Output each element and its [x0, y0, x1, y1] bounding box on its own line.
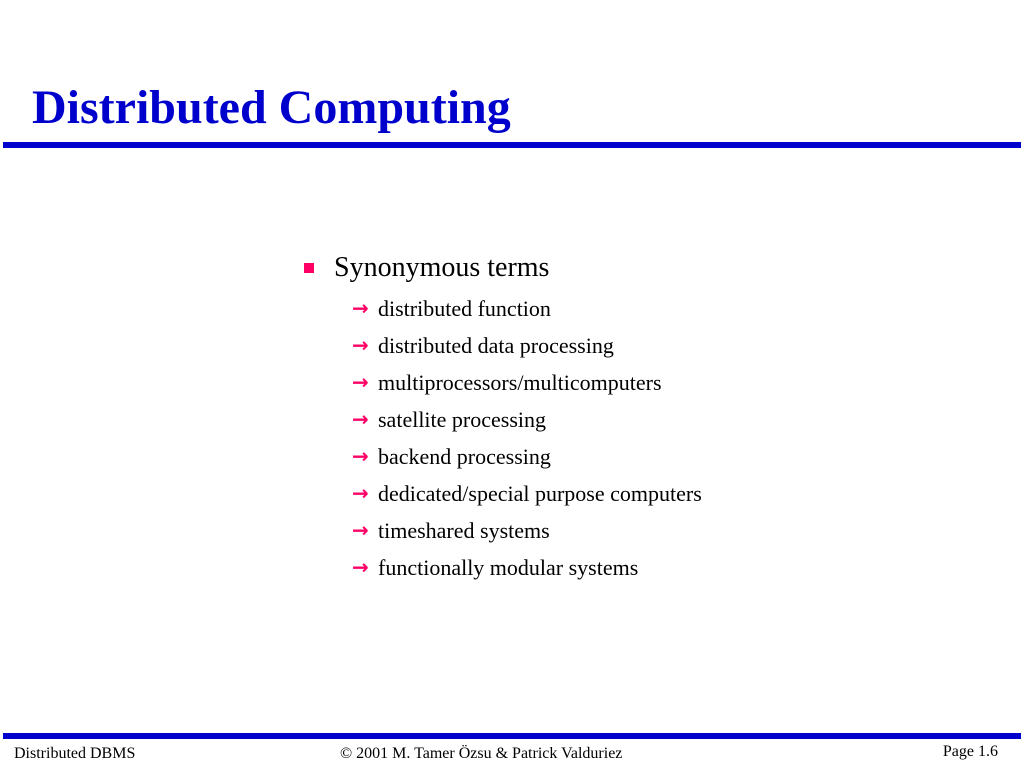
footer-copyright: © 2001 M. Tamer Özsu & Patrick Valduriez [340, 745, 623, 762]
footer-divider [3, 733, 1021, 739]
arrow-right-icon: → [352, 481, 369, 505]
bullet-text: Synonymous terms [334, 252, 550, 283]
sub-bullet-text: dedicated/special purpose computers [378, 481, 702, 506]
sub-bullet-text: backend processing [378, 444, 551, 469]
footer-page-number: Page 1.6 [942, 743, 998, 760]
arrow-right-icon: → [352, 370, 369, 394]
sub-bullet-text: multiprocessors/multicomputers [378, 370, 662, 395]
title-divider [3, 142, 1021, 148]
arrow-right-icon: → [352, 555, 369, 579]
sub-bullet-text: satellite processing [378, 407, 547, 432]
arrow-right-icon: → [352, 407, 369, 431]
footer-course-title: Distributed DBMS [14, 745, 136, 762]
arrow-right-icon: → [352, 296, 369, 320]
sub-bullet-text: distributed function [378, 296, 551, 321]
arrow-right-icon: → [352, 518, 369, 542]
slide-title: Distributed Computing [32, 81, 511, 134]
sub-bullet-text: timeshared systems [378, 518, 550, 543]
sub-bullet-text: distributed data processing [378, 333, 614, 358]
arrow-right-icon: → [352, 444, 369, 468]
square-bullet-icon [304, 263, 314, 273]
arrow-right-icon: → [352, 333, 369, 357]
sub-bullet-text: functionally modular systems [378, 555, 639, 580]
